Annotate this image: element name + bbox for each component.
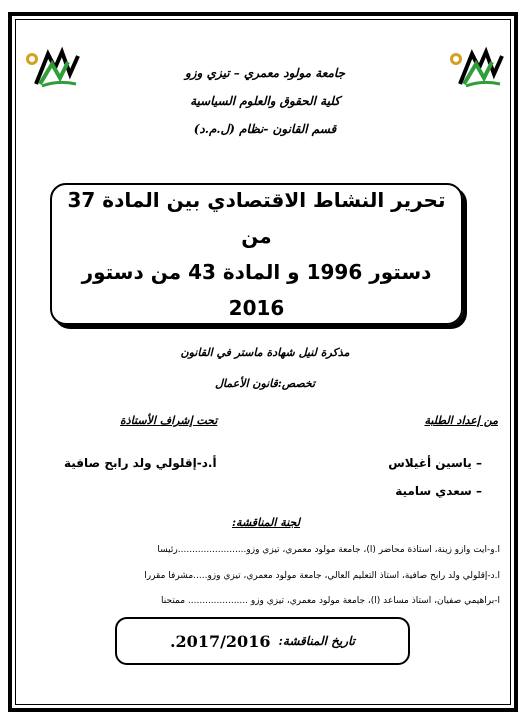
thesis-title-line-2: دستور 1996 و المادة 43 من دستور 2016 (81, 260, 432, 320)
jury-label: لجنة المناقشة: (232, 516, 300, 529)
faculty-name: كلية الحقوق والعلوم السياسية (190, 94, 340, 108)
defense-date-value: 2017/2016. (169, 631, 271, 651)
memo-description: مذكرة لنيل شهادة ماستر في القانون (180, 346, 350, 359)
student-name-2: – سعدي سامية (395, 484, 482, 498)
thesis-title-line-1: تحرير النشاط الاقتصادي بين المادة 37 من (67, 188, 446, 248)
jury-member-3: أ-براهيمي صفيان، أستاذ مساعد (أ)، جامعة مولود معمري، تيزي وزو ..................... ممتحنا (161, 596, 500, 606)
defense-date-box (115, 617, 410, 665)
specialty: تخصص:قانون الأعمال (214, 377, 316, 390)
student-name-1: – ياسين أغيلاس (388, 456, 482, 470)
supervisor-name: أ.د-إقلولي ولد رابح صافية (64, 456, 217, 470)
department-name: قسم القانون -نظام (ل.م.د) (193, 122, 337, 136)
jury-member-2: أ.د-إقلولي ولد رابح صافية، أستاذ التعليم العالي، جامعة مولود معمري، تيزي وزو.....مشرفا مقررا (144, 571, 500, 581)
university-name: جامعة مولود معمري – تيزي وزو (185, 66, 345, 80)
supervisor-label: تحت إشراف الأستاذة (120, 414, 218, 427)
jury-member-1: أ.و-أيت وازو زينة، أستاذة محاضر (أ)، جامعة مولود معمري، تيزي وزو........................رئيسا (157, 545, 500, 555)
university-logo-left (22, 44, 84, 90)
university-logo-right (446, 44, 508, 90)
thesis-title-box (50, 183, 463, 325)
prepared-by-label: من إعداد الطلبة (424, 414, 498, 427)
defense-date-label: تاريخ المناقشة: (278, 634, 356, 648)
